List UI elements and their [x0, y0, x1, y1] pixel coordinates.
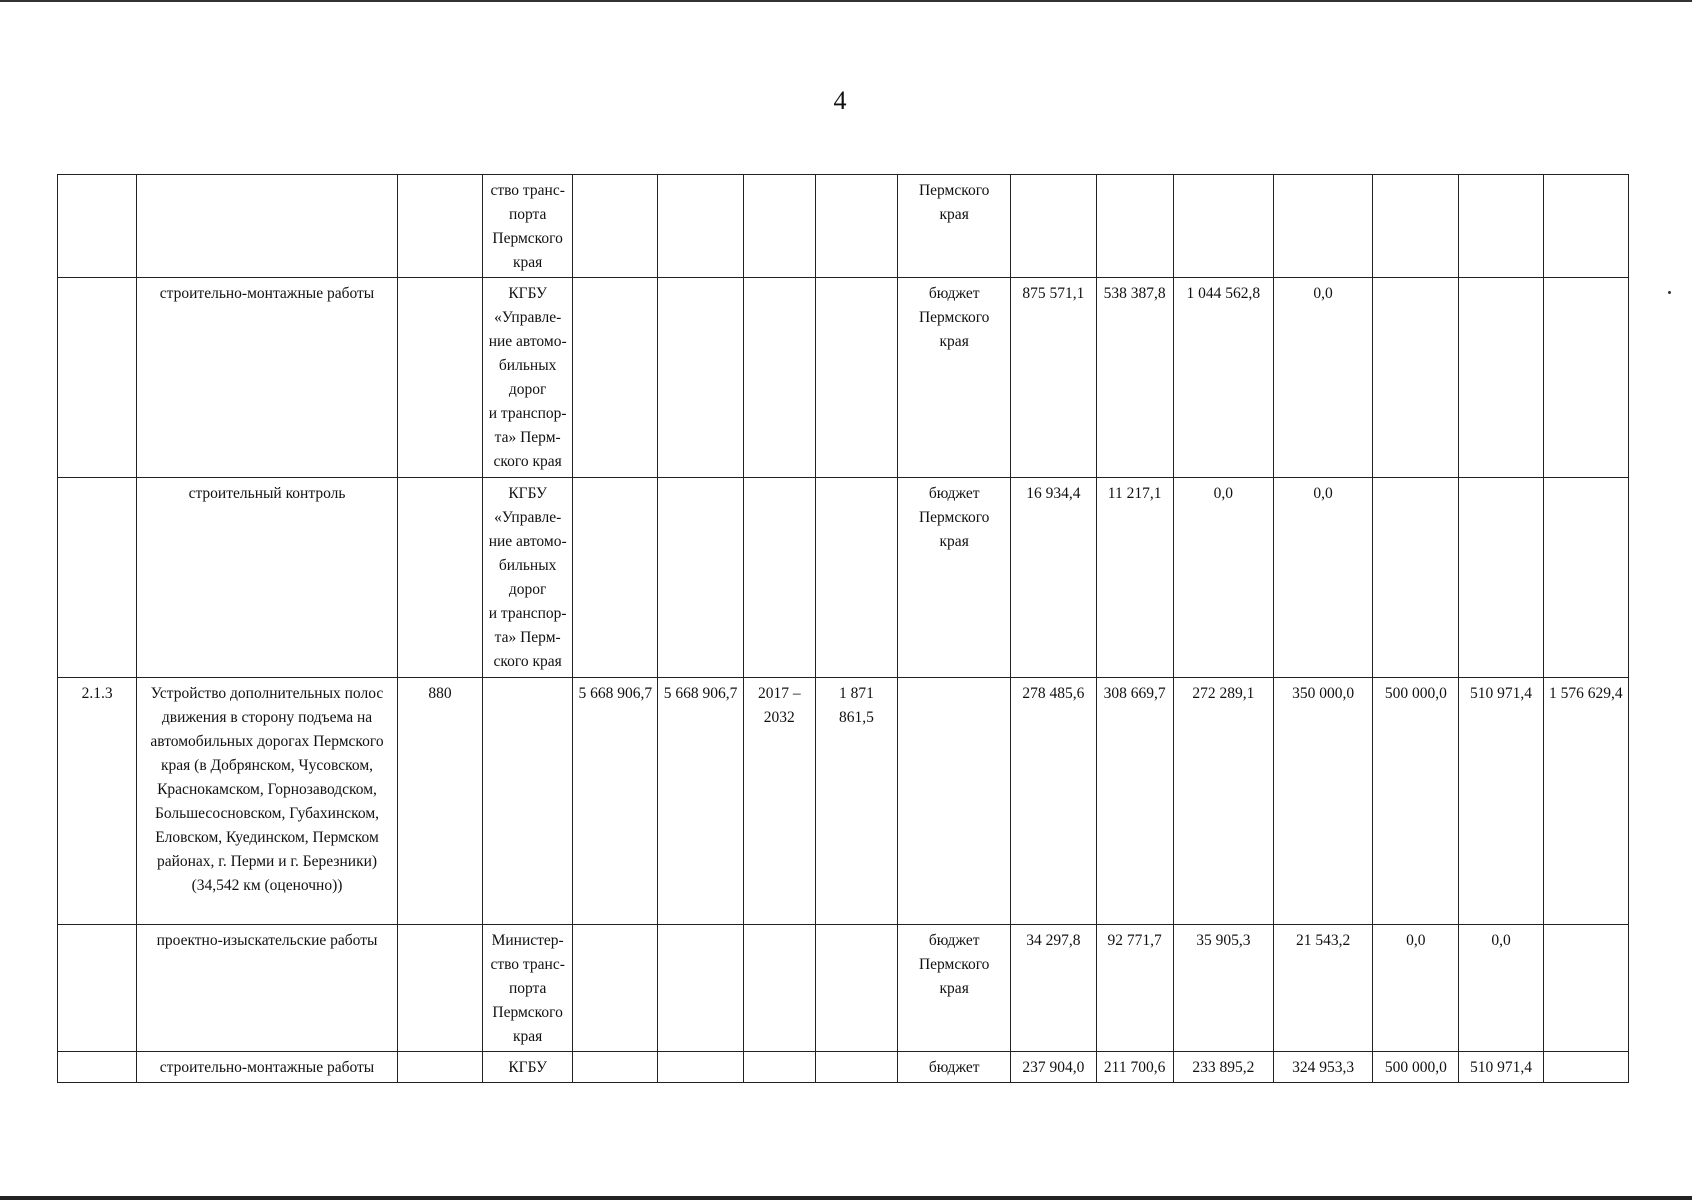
cell-period	[743, 925, 815, 1052]
cell-source: бюджет Пермского края	[898, 925, 1011, 1052]
table-body	[58, 175, 1629, 1083]
table-row	[58, 925, 1629, 1052]
cell-v6: 510 971,4	[1459, 678, 1543, 925]
cell-code	[58, 1052, 137, 1083]
table-row	[58, 678, 1629, 925]
cell-v7	[1543, 925, 1628, 1052]
cell-v6	[1459, 175, 1543, 278]
cell-executor: КГБУ «Управле- ние автомо- бильных дорог и транспор- та» Перм- ского края	[483, 478, 573, 678]
cell-v4: 21 543,2	[1273, 925, 1372, 1052]
cell-v3: 1 044 562,8	[1173, 278, 1273, 478]
cell-cost	[397, 1052, 482, 1083]
cell-v6: 510 971,4	[1459, 1052, 1543, 1083]
cell-name: строительно-монтажные работы	[137, 278, 398, 478]
cell-v1: 237 904,0	[1011, 1052, 1096, 1083]
cell-executor: КГБУ «Управле- ние автомо- бильных дорог и транспор- та» Перм- ского края	[483, 278, 573, 478]
cell-v2: 211 700,6	[1096, 1052, 1173, 1083]
cell-v1: 16 934,4	[1011, 478, 1096, 678]
cell-cost: 880	[397, 678, 482, 925]
cell-source: бюджет Пермского края	[898, 478, 1011, 678]
cell-total1	[573, 478, 658, 678]
cell-cost	[397, 925, 482, 1052]
cell-executor: КГБУ	[483, 1052, 573, 1083]
cell-cost	[397, 278, 482, 478]
cell-v2: 538 387,8	[1096, 278, 1173, 478]
cell-total1	[573, 1052, 658, 1083]
cell-name: строительный контроль	[137, 478, 398, 678]
cell-v6	[1459, 278, 1543, 478]
cell-code: 2.1.3	[58, 678, 137, 925]
cell-before	[815, 175, 897, 278]
cell-total2: 5 668 906,7	[658, 678, 743, 925]
program-table	[57, 174, 1629, 1083]
cell-v1: 278 485,6	[1011, 678, 1096, 925]
cell-v5: 0,0	[1373, 925, 1459, 1052]
cell-cost	[397, 478, 482, 678]
cell-v1: 34 297,8	[1011, 925, 1096, 1052]
cell-v5	[1373, 278, 1459, 478]
cell-total1	[573, 278, 658, 478]
cell-v5: 500 000,0	[1373, 1052, 1459, 1083]
cell-source: Пермского края	[898, 175, 1011, 278]
cell-code	[58, 278, 137, 478]
cell-v2: 308 669,7	[1096, 678, 1173, 925]
cell-v7	[1543, 175, 1628, 278]
cell-name: строительно-монтажные работы	[137, 1052, 398, 1083]
cell-v2	[1096, 175, 1173, 278]
cell-v5	[1373, 478, 1459, 678]
cell-code	[58, 175, 137, 278]
cell-period	[743, 1052, 815, 1083]
cell-name: проектно-изыскательские работы	[137, 925, 398, 1052]
cell-v4: 324 953,3	[1273, 1052, 1372, 1083]
page-number: 4	[833, 86, 847, 115]
scan-artifact-dot	[1668, 291, 1671, 294]
cell-before	[815, 278, 897, 478]
cell-code	[58, 478, 137, 678]
cell-period	[743, 478, 815, 678]
cell-v3: 233 895,2	[1173, 1052, 1273, 1083]
cell-total2	[658, 278, 743, 478]
cell-executor	[483, 678, 573, 925]
table-row	[58, 175, 1629, 278]
cell-period: 2017 – 2032	[743, 678, 815, 925]
cell-source: бюджет	[898, 1052, 1011, 1083]
cell-v2: 92 771,7	[1096, 925, 1173, 1052]
cell-v7	[1543, 278, 1628, 478]
cell-source	[898, 678, 1011, 925]
cell-period	[743, 175, 815, 278]
cell-executor: Министер- ство транс- порта Пермского края	[483, 925, 573, 1052]
cell-cost	[397, 175, 482, 278]
cell-v1	[1011, 175, 1096, 278]
cell-total2	[658, 1052, 743, 1083]
cell-source: бюджет Пермского края	[898, 278, 1011, 478]
cell-v6	[1459, 478, 1543, 678]
table-row	[58, 1052, 1629, 1083]
cell-v3: 272 289,1	[1173, 678, 1273, 925]
cell-name	[137, 175, 398, 278]
cell-executor: ство транс- порта Пермского края	[483, 175, 573, 278]
cell-total1: 5 668 906,7	[573, 678, 658, 925]
cell-total2	[658, 175, 743, 278]
cell-v2: 11 217,1	[1096, 478, 1173, 678]
cell-v4	[1273, 175, 1372, 278]
cell-before	[815, 925, 897, 1052]
table-row	[58, 278, 1629, 478]
cell-before	[815, 1052, 897, 1083]
cell-before: 1 871 861,5	[815, 678, 897, 925]
cell-total1	[573, 175, 658, 278]
cell-v1: 875 571,1	[1011, 278, 1096, 478]
cell-v4: 0,0	[1273, 478, 1372, 678]
cell-total2	[658, 478, 743, 678]
cell-v3	[1173, 175, 1273, 278]
cell-v3: 35 905,3	[1173, 925, 1273, 1052]
cell-v4: 0,0	[1273, 278, 1372, 478]
cell-total1	[573, 925, 658, 1052]
scan-edge-top	[0, 0, 1692, 2]
cell-v5: 500 000,0	[1373, 678, 1459, 925]
cell-v7	[1543, 1052, 1628, 1083]
cell-total2	[658, 925, 743, 1052]
table-row	[58, 478, 1629, 678]
cell-v7	[1543, 478, 1628, 678]
cell-code	[58, 925, 137, 1052]
cell-v3: 0,0	[1173, 478, 1273, 678]
scan-edge-bottom	[0, 1196, 1692, 1200]
cell-v6: 0,0	[1459, 925, 1543, 1052]
cell-v7: 1 576 629,4	[1543, 678, 1628, 925]
cell-v4: 350 000,0	[1273, 678, 1372, 925]
cell-period	[743, 278, 815, 478]
cell-name: Устройство дополнительных полос движения в сторону подъема на автомобильных дорогах Пермского края (в Добрянском, Чусовском, Краснокамском, Горнозаводском, Большесосновском, Губахинском, Еловском, Куединском, Пермском районах, г. Перми и г. Березники) (34,542 км (оценочно))	[137, 678, 398, 925]
cell-v5	[1373, 175, 1459, 278]
cell-before	[815, 478, 897, 678]
